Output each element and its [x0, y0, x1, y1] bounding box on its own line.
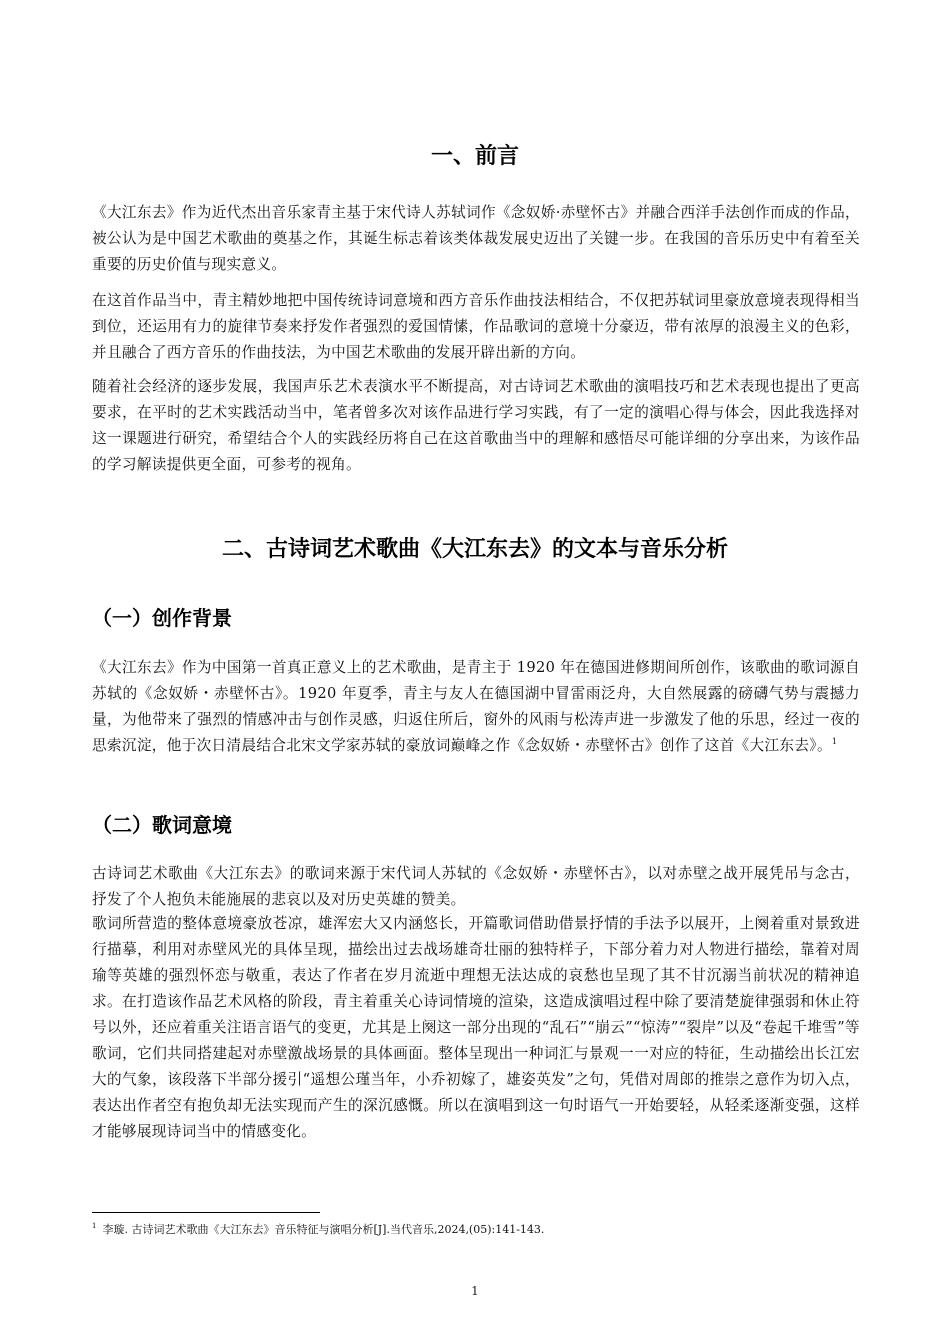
page-number: 1: [471, 1284, 479, 1298]
section-title-analysis: 二、古诗词艺术歌曲《大江东去》的文本与音乐分析: [221, 537, 728, 562]
footnote-text: 李璇. 古诗词艺术歌曲《大江东去》音乐特征与演唱分析[J].当代音乐,2024,(05):141-143.: [102, 1223, 545, 1236]
lyrics-paragraph-2: 歌词所营造的整体意境豪放苍凉，雄浑宏大又内涵悠长，开篇歌词借助借景抒情的手法予以展开，上阕着重对景致进行描摹，利用对赤壁风光的具体呈现，描绘出过去战场雄奇壮丽的独特样子，下部分着力对人物进行描绘，靠着对周瑜等英雄的强烈怀恋与敬重，表达了作者在岁月流逝中理想无法达成的哀愁也呈现了其不甘沉溺当前状况的精神追求。在打造该作品艺术风格的阶段，青主着重关心诗词情境的渲染，这造成演唱过程中除了要清楚旋律强弱和休止符号以外，还应着重关注语言语气的变更，尤其是上阕这一部分出现的“乱石”“崩云”“惊涛”“裂岸”以及“卷起千堆雪”等歌词，它们共同搭建起对赤壁激战场景的具体画面。整体呈现出一种词汇与景观一一对应的特征，生动描绘出长江宏大的气象，该段落下半部分援引“遥想公瑾当年，小乔初嫁了，雄姿英发”之句，凭借对周郎的推崇之意作为切入点，表达出作者空有抱负却无法实现而产生的深沉感慨。所以在演唱到这一句时语气一开始要轻，从轻柔逐渐变强，这样才能够展现诗词当中的情感变化。: [92, 915, 860, 1140]
preface-paragraph-3: 随着社会经济的逐步发展，我国声乐艺术表演水平不断提高，对古诗词艺术歌曲的演唱技巧和艺术表现也提出了更高要求，在平时的艺术实践活动当中，笔者曾多次对该作品进行学习实践，有了一定的演唱心得与体会，因此我选择对这一课题进行研究，希望结合个人的实践经历将自己在这首歌曲当中的理解和感悟尽可能详细的分享出来，为该作品的学习解读提供更全面，可参考的视角。: [92, 378, 860, 473]
background-paragraph-text: 《大江东去》作为中国第一首真正意义上的艺术歌曲，是青主于 1920 年在德国进修期间所创作，该歌曲的歌词源自苏轼的《念奴娇・赤壁怀古》。1920 年夏季，青主与友人在德国湖中冒雷雨泛舟，大自然展露的磅礴气势与震撼力量，为他带来了强烈的情感冲击与创作灵感，归返住所后，窗外的风雨与松涛声进一步激发了他的乐思，经过一夜的思索沉淀，他于次日清晨结合北宋文学家苏轼的豪放词巅峰之作《念奴娇・赤壁怀古》创作了这首《大江东去》。: [92, 659, 860, 754]
footnote-reference[interactable]: 1: [831, 737, 838, 747]
footnote: [92, 1222, 544, 1238]
preface-paragraph-1: 《大江东去》作为近代杰出音乐家青主基于宋代诗人苏轼词作《念奴娇·赤壁怀古》并融合西洋手法创作而成的作品，被公认为是中国艺术歌曲的奠基之作，其诞生标志着该类体裁发展史迈出了关键一步。在我国的音乐历史中有着至关重要的历史价值与现实意义。: [92, 204, 860, 273]
footnote-divider: [92, 1212, 320, 1213]
subsection-title-background: （一）创作背景: [92, 606, 232, 630]
lyrics-paragraph-1: 古诗词艺术歌曲《大江东去》的歌词来源于宋代词人苏轼的《念奴娇・赤壁怀古》，以对赤壁之战开展凭吊与念古，抒发了个人抱负未能施展的悲哀以及对历史英雄的赞美。: [92, 865, 860, 908]
section-title-preface: 一、前言: [430, 144, 519, 169]
preface-paragraph-2: 在这首作品当中，青主精妙地把中国传统诗词意境和西方音乐作曲技法相结合，不仅把苏轼词里豪放意境表现得相当到位，还运用有力的旋律节奏来抒发作者强烈的爱国情愫，作品歌词的意境十分豪迈，带有浓厚的浪漫主义的色彩，并且融合了西方音乐的作曲技法，为中国艺术歌曲的发展开辟出新的方向。: [92, 292, 860, 361]
subsection-title-lyrics: （二）歌词意境: [92, 813, 232, 837]
background-paragraph: [92, 655, 860, 759]
footnote-marker: 1: [92, 1222, 97, 1231]
